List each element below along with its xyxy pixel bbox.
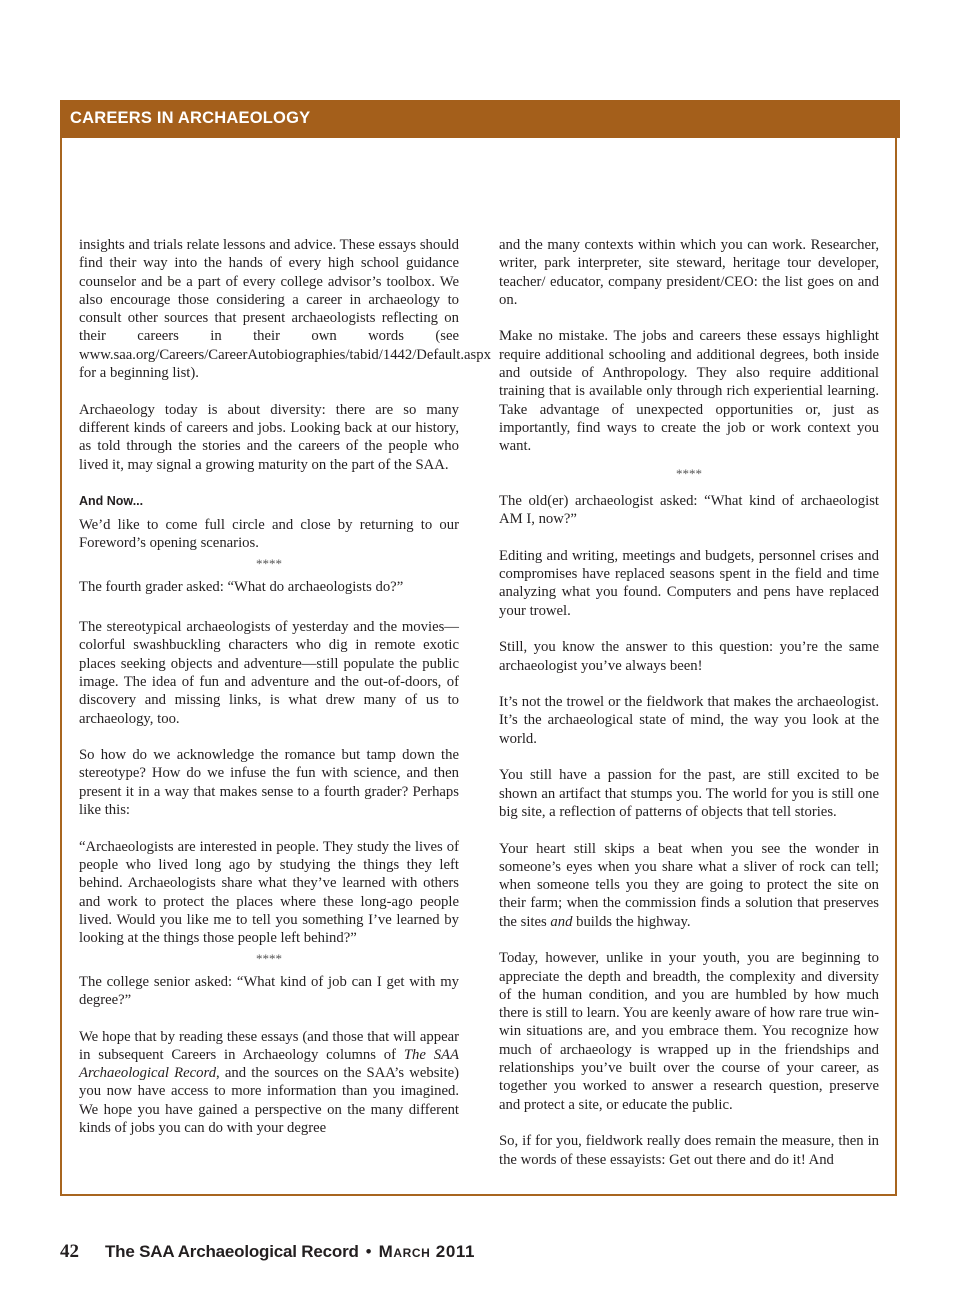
journal-title: The SAA Archaeological Record (105, 1242, 359, 1261)
section-divider-stars: **** (256, 556, 282, 572)
page-number: 42 (60, 1241, 79, 1262)
section-header-bar (60, 100, 900, 138)
section-divider-stars: **** (256, 951, 282, 967)
paragraph: Make no mistake. The jobs and careers these essays highlight require additional schooling and additional degrees, both inside and outside of Anthropology. They also require additional training that is available only through rich experiential learning. Take advantage of unexpected opportunities or, just as importantly, find ways to create the job or work context you want. (499, 328, 879, 455)
paragraph: insights and trials relate lessons and advice. These essays should find their way into the hands of every high school guidance counselor and be a part of every college advisor’s toolbox. We also encourage those considering a career in archaeology to consult other sources that present archaeologists reflecting on their careers in their own words (see www.saa.org/Careers/CareerAutobiographies/tabid/1442/Default.aspx for a beginning list). (79, 237, 491, 382)
paragraph: It’s not the trowel or the fieldwork that makes the archaeologist. It’s the archaeological state of mind, the way you look at the world. (499, 694, 879, 747)
text-run: We hope that by reading these essays (and those that will appear in subsequent Careers in Archaeology columns of (79, 1028, 459, 1063)
paragraph: So how do we acknowledge the romance but tamp down the stereotype? How do we infuse the fun with science, and then present it in a way that makes sense to a fourth grader? Perhaps like this: (79, 747, 459, 819)
left-column (79, 236, 491, 1156)
issue-date: March 2011 (378, 1242, 476, 1261)
paragraph: So, if for you, fieldwork really does remain the measure, then in the words of these essayists: Get out there and do it! And (499, 1133, 879, 1168)
section-title: CAREERS IN ARCHAEOLOGY (70, 109, 311, 127)
journal-name-italic: The SAA Archaeological Record (79, 1046, 459, 1082)
paragraph: Still, you know the answer to this question: you’re the same archaeologist you’ve always been! (499, 639, 879, 674)
text-run: , and the sources on the SAA’s website) you now have access to more information than you imagined. We hope you have gained a perspective on the many different kinds of jobs you can do with your degree (79, 1065, 460, 1137)
section-divider-stars: **** (676, 465, 702, 481)
page-footer (60, 1241, 660, 1269)
paragraph: and the many contexts within which you can work. Researcher, writer, park interpreter, site steward, heritage tour developer, teacher/ educator, company president/CEO: the list goes on and on. (499, 237, 879, 308)
paragraph: Archaeology today is about diversity: there are so many different kinds of careers and jobs. Looking back at our history, as told through the stories and the careers of the people who lived it, may signal a growing maturity on the part of the SAA. (79, 401, 459, 473)
paragraph (79, 1028, 459, 1138)
text-run: builds the highway. (572, 913, 691, 930)
paragraph: The stereotypical archaeologists of yesterday and the movies—colorful swashbuckling characters who dig in remote exotic places seeking objects and adventure—still populate the public image. The idea of fun and adventure and the out-of-doors, of discovery and missing links, is what drew many of us to archaeology, too. (79, 619, 459, 727)
emphasis-italic: and (550, 913, 573, 930)
paragraph (499, 840, 879, 931)
paragraph: Editing and writing, meetings and budgets, personnel crises and compromises have replaced seasons spent in the field and time analyzing what you found. Computers and pens have replaced your trowel. (499, 547, 879, 619)
paragraph: The college senior asked: “What kind of job can I get with my degree?” (79, 973, 459, 1008)
subheading: And Now... (79, 493, 144, 508)
paragraph: The old(er) archaeologist asked: “What kind of archaeologist AM I, now?” (499, 492, 879, 528)
paragraph: You still have a passion for the past, are still excited to be shown an artifact that stumps you. The world for you is still one big site, a reflection of patterns of objects that tell stories. (499, 767, 879, 820)
paragraph: The fourth grader asked: “What do archaeologists do?” (79, 578, 404, 595)
text-run: Your heart still skips a beat when you see the wonder in someone’s eyes when you share what a sliver of rock can tell; when someone tells you they are going to protect the site on their farm; when the commission finds a solution that preserves the sites (499, 840, 879, 930)
paragraph: We’d like to come full circle and close by returning to our Foreword’s opening scenarios. (79, 516, 459, 552)
right-column (499, 236, 879, 1187)
paragraph: Today, however, unlike in your youth, you are beginning to appreciate the depth and breadth, the complexity and diversity of the human condition, and you are humbled by how much there is still to learn. You are keenly aware of how rare true win-win situations are, and you embrace them. You recognize how much of archaeology is wrapped up in the friendships and relationships you’ve built over the course of your career, as together you worked to answer a research question, preserve and protect a site, or educate the public. (499, 950, 879, 1113)
footer-separator: • (365, 1242, 372, 1261)
paragraph: “Archaeologists are interested in people. They study the lives of people who lived long ago by studying the things they left behind. Archaeologists share what they’ve learned with others and work to protect the places where these long-ago people lived. Would you like me to tell you something I’ve learned by looking at the things those people left behind?” (79, 838, 459, 947)
